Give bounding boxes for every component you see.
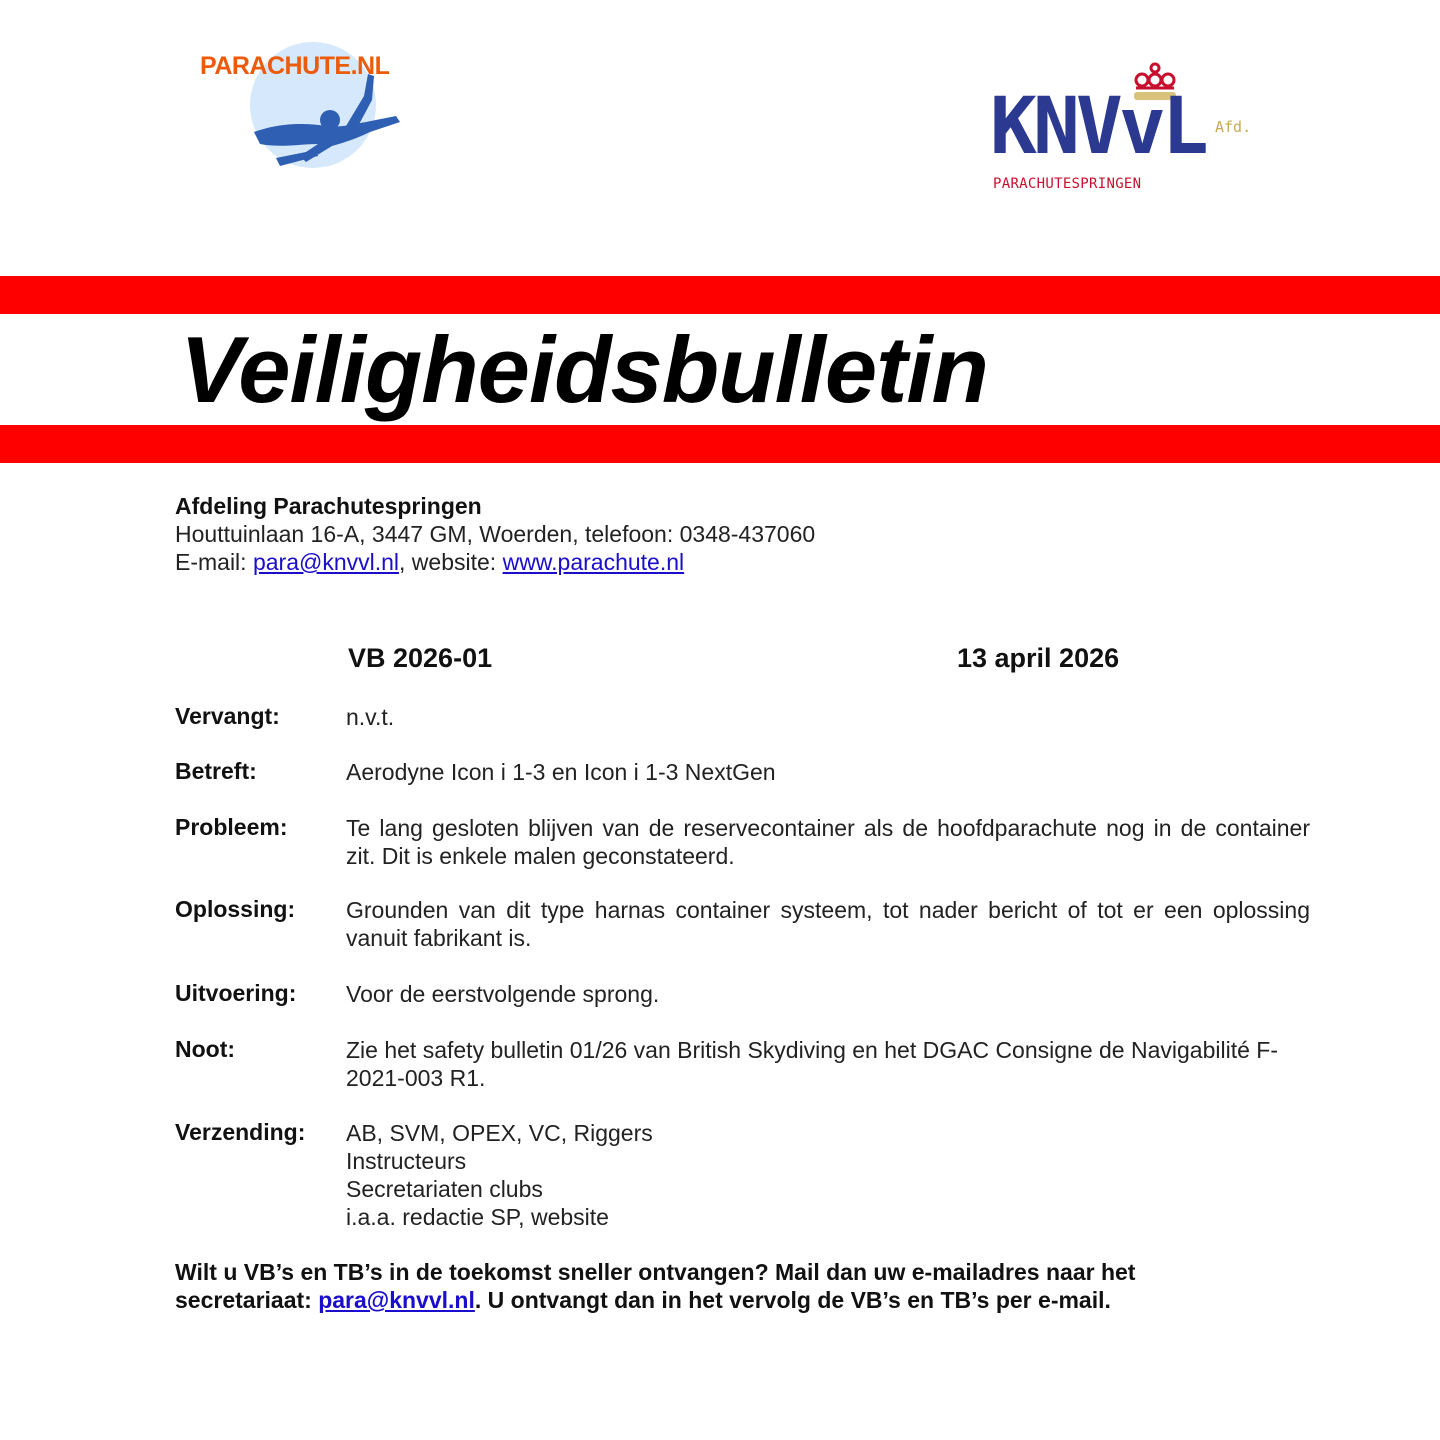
bulletin-date: 13 april 2026: [957, 643, 1120, 673]
uitvoering-label: Uitvoering:: [175, 980, 297, 1006]
subscription-note: [175, 1258, 1235, 1314]
website-prefix: , website:: [399, 549, 503, 575]
page-title: Veiligheidsbulletin: [180, 317, 988, 422]
parachute-brand-text: PARACHUTE.NL: [200, 52, 390, 80]
probleem-value: Te lang gesloten blijven van de reservecontainer als de hoofdparachute nog in de container zit. Dit is enkele malen geconstateerd.: [346, 815, 1310, 869]
verzending-line: Secretariaten clubs: [346, 1176, 543, 1202]
email-link[interactable]: para@knvvl.nl: [252, 549, 400, 575]
red-bar-top: [0, 276, 1440, 314]
noot-value: Zie het safety bulletin 01/26 van British Skydiving en het DGAC Consigne de Navigabilité F-2021-003 R1.: [346, 1037, 1278, 1091]
knvvl-subtitle: PARACHUTESPRINGEN: [993, 176, 1142, 192]
red-bar-bottom: [0, 425, 1440, 463]
verzending-label: Verzending:: [175, 1119, 306, 1145]
address-block: [175, 492, 815, 576]
verzending-line: AB, SVM, OPEX, VC, Riggers: [346, 1120, 653, 1146]
oplossing-value: Grounden van dit type harnas container systeem, tot nader bericht of tot er een oplossing vanuit fabrikant is.: [346, 897, 1310, 951]
uitvoering-value: Voor de eerstvolgende sprong.: [346, 981, 660, 1007]
betreft-value: Aerodyne Icon i 1-3 en Icon i 1-3 NextGen: [346, 759, 776, 785]
address-line: Houttuinlaan 16-A, 3447 GM, Woerden, telefoon: 0348-437060: [175, 521, 816, 547]
bulletin-number: VB 2026-01: [348, 643, 493, 673]
verzending-list: [346, 1119, 1310, 1231]
vervangt-value: n.v.t.: [346, 704, 395, 730]
footer-text-after: . U ontvangt dan in het vervolg de VB’s en TB’s per e-mail.: [474, 1287, 1111, 1313]
knvvl-afd-text: Afd.: [1215, 118, 1252, 136]
knvvl-wordmark: KNVvL: [990, 82, 1205, 172]
knvvl-logo: [990, 60, 1260, 200]
verzending-line: Instructeurs: [346, 1148, 467, 1174]
parachute-nl-logo: [196, 36, 406, 172]
vervangt-label: Vervangt:: [175, 703, 280, 729]
contact-line: [175, 548, 815, 576]
email-prefix: E-mail:: [175, 549, 253, 575]
verzending-line: i.a.a. redactie SP, website: [346, 1204, 609, 1230]
footer-email-link[interactable]: para@knvvl.nl: [318, 1287, 475, 1313]
skydiver-icon: [246, 66, 406, 176]
betreft-label: Betreft:: [175, 758, 257, 784]
department-name: Afdeling Parachutespringen: [175, 493, 482, 519]
noot-label: Noot:: [175, 1036, 236, 1062]
website-link[interactable]: www.parachute.nl: [502, 549, 685, 575]
footer-text-before: Wilt u VB’s en TB’s in de toekomst sneller ontvangen? Mail dan uw e-mailadres naar het secretariaat:: [175, 1259, 1136, 1313]
probleem-label: Probleem:: [175, 814, 288, 840]
oplossing-label: Oplossing:: [175, 896, 296, 922]
